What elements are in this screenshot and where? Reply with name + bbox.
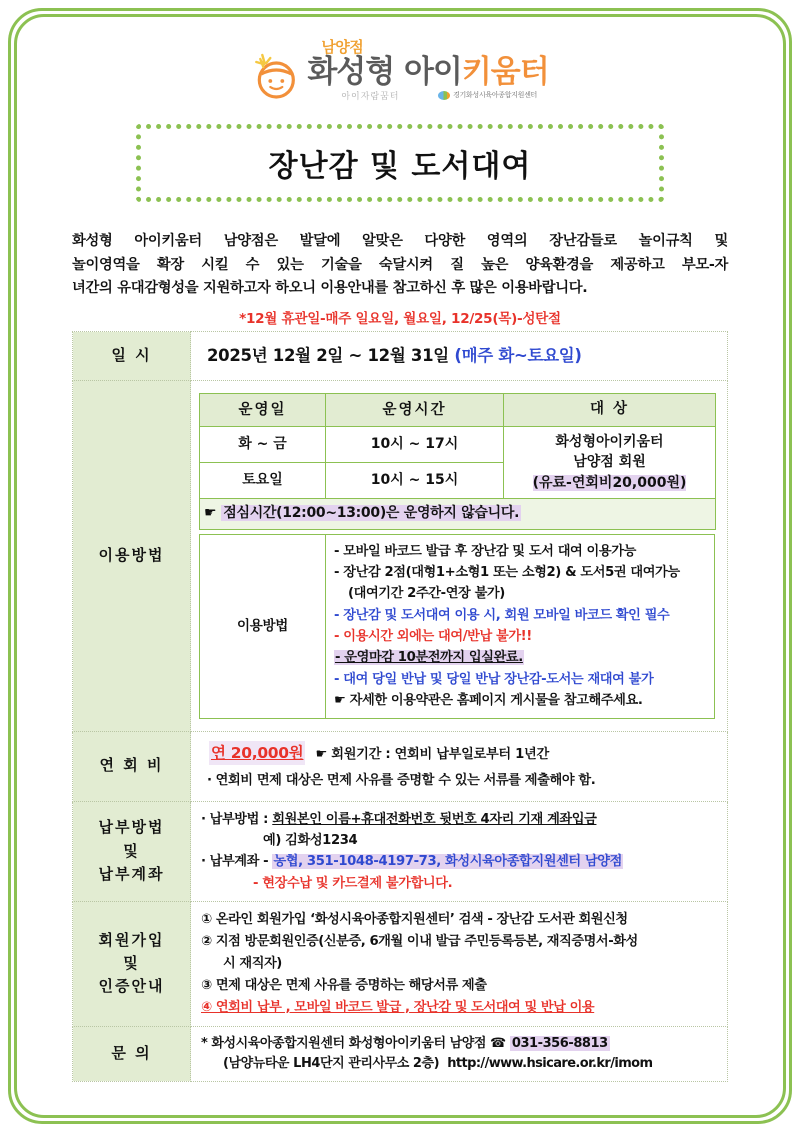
- fee-amount-line: [201, 739, 719, 769]
- title-banner: [136, 124, 664, 202]
- center-badge: [438, 90, 537, 100]
- usage-item-8-text: 자세한 이용약관은 홈페이지 게시물을 참고해주세요.: [349, 693, 643, 709]
- join-item-5: ④ 연회비 납부 , 모바일 바코드 발급 , 장난감 및 도서대여 및 반납 이용: [201, 999, 595, 1015]
- row-value-payment: [191, 801, 728, 902]
- usage-items-cell: [326, 534, 715, 718]
- usage-item-7: - 대여 당일 반납 및 당일 반납 장난감-도서는 재대여 불가: [334, 671, 654, 687]
- payment-label-line-2: 및: [123, 841, 140, 860]
- payment-method-line: [201, 809, 719, 830]
- logo-subtitle: 아이자람꿈터: [341, 92, 400, 102]
- payment-account-line: [201, 851, 719, 872]
- inquiry-line-2: [201, 1054, 719, 1074]
- bullet-icon-1: ·: [207, 773, 212, 789]
- table-row-date: [73, 332, 728, 381]
- usage-item-4: - 장난감 및 도서대여 이용 시, 회원 모바일 바코드 확인 필수: [334, 607, 670, 623]
- row-label-inquiry: 문 의: [73, 1026, 191, 1081]
- pointing-hand-icon-2: ☛: [334, 693, 346, 709]
- usage-inner-label: 이용방법: [200, 534, 326, 718]
- smiling-child-face-icon: [251, 50, 301, 100]
- payment-account-value: 농협, 351-1048-4197-73, 화성시육아종합지원센터 남양점: [273, 854, 622, 870]
- pointing-hand-icon-3: ☛: [315, 746, 327, 762]
- lunch-note-text: 점심시간(12:00~13:00)은 운영하지 않습니다.: [223, 504, 520, 521]
- row-value-join: [191, 902, 728, 1027]
- usage-item-1: - 모바일 바코드 발급 후 장난감 및 도서 대여 이용가능: [334, 543, 636, 559]
- usage-item-3: (대여기간 2주간-연장 불가): [348, 586, 505, 602]
- schedule-time-saturday: 10시 ~ 15시: [326, 462, 504, 498]
- usage-item-5: - 이용시간 외에는 대여/반납 불가!!: [334, 629, 532, 645]
- usage-item-2: - 장난감 2점(대형1+소형1 또는 소형2) & 도서5권 대여가능: [334, 564, 680, 580]
- row-value-date: [191, 332, 728, 381]
- fee-exemption-note: [201, 769, 719, 793]
- schedule-header-target: 대 상: [504, 393, 716, 426]
- schedule-header-day: 운영일: [200, 393, 326, 426]
- logo-main-orange: 키움터: [461, 54, 549, 90]
- join-label-line-2: 및: [123, 954, 140, 973]
- target-line-2: 남양점 회원: [573, 454, 646, 471]
- join-item-4: ③ 면제 대상은 면제 사유를 증명하는 해당서류 제출: [201, 977, 487, 993]
- pointing-hand-icon: ☛: [204, 504, 217, 521]
- usage-detail-table: [199, 534, 715, 719]
- lunch-note-cell: [200, 498, 716, 529]
- telephone-icon: ☎: [490, 1035, 506, 1051]
- page-title: 장난감 및 도서대여: [268, 149, 532, 184]
- schedule-day-weekday: 화 ~ 금: [200, 427, 326, 463]
- row-label-payment: [73, 801, 191, 902]
- payment-no-card-note: - 현장수납 및 카드결제 불가합니다.: [253, 875, 453, 891]
- payment-method-detail: 회원본인 이름+휴대전화번호 뒷번호 4자리 기재 계좌입금: [272, 811, 597, 827]
- intro-line-3: 녀간의 유대감형성을 지원하고자 하오니 이용안내를 참고하신 후 많은 이용바랍니다.: [72, 280, 588, 297]
- bullet-icon-3: ·: [201, 854, 206, 870]
- payment-example: 예) 김화성1234: [263, 832, 358, 848]
- fee-amount: 연 20,000원: [209, 741, 305, 765]
- intro-paragraph: [72, 230, 728, 327]
- schedule-row-weekday: [200, 427, 716, 463]
- row-label-date: 일 시: [73, 332, 191, 381]
- row-label-join: [73, 902, 191, 1027]
- schedule-header-time: 운영시간: [326, 393, 504, 426]
- row-value-fee: [191, 731, 728, 801]
- date-weekdays-text: (매주 화~토요일): [454, 346, 582, 365]
- usage-item-6: [334, 647, 708, 668]
- inquiry-url[interactable]: http://www.hsicare.or.kr/imom: [447, 1055, 653, 1071]
- table-row-payment: [73, 801, 728, 902]
- table-row-fee: [73, 731, 728, 801]
- schedule-target-cell: [504, 427, 716, 499]
- payment-label-line-3: 납부계좌: [98, 864, 165, 883]
- join-item-2: ② 지점 방문회원인증(신분증, 6개월 이내 발급 주민등록등본, 재직증명서-화성: [201, 933, 638, 949]
- row-label-fee: 연 회 비: [73, 731, 191, 801]
- intro-line-2: 놀이영역을 확장 시킬 수 있는 기술을 숙달시켜 질 높은 양육환경을 제공하고 부모-자: [72, 256, 728, 273]
- row-label-usage: 이용방법: [73, 380, 191, 731]
- fee-period-text: 회원기간 : 연회비 납부일로부터 1년간: [331, 746, 549, 762]
- date-range-text: 2025년 12월 2일 ~ 12월 31일: [207, 346, 455, 365]
- bullet-icon-2: ·: [201, 811, 206, 827]
- logo-main-gray: 화성형 아이: [307, 54, 462, 90]
- schedule-day-saturday: 토요일: [200, 462, 326, 498]
- fee-exemption-text: 연회비 면제 대상은 면제 사유를 증명할 수 있는 서류를 제출해야 함.: [215, 773, 596, 789]
- date-range-line: [201, 339, 719, 373]
- target-fee-highlight: (유료-연회비20,000원): [532, 474, 687, 491]
- center-badge-label: 경기화성시육아종합지원센터: [453, 91, 538, 99]
- payment-method-prefix: 납부방법 :: [209, 811, 273, 827]
- join-label-line-3: 인증안내: [98, 977, 165, 996]
- join-item-1: ① 온라인 회원가입 ‘화성시육아종합지원센터’ 검색 - 장난감 도서관 회원신청: [201, 912, 628, 928]
- lunch-note: [204, 505, 521, 521]
- target-fee-note: [506, 473, 713, 493]
- info-table: [72, 331, 728, 1082]
- logo-header: [0, 40, 800, 110]
- intro-line-1: 화성형 아이키움터 남양점은 발달에 알맞은 다양한 영역의 장난감들로 놀이규칙 및: [72, 233, 728, 249]
- closed-days-note: *12월 휴관일-매주 일요일, 월요일, 12/25(목)-성탄절: [239, 311, 561, 327]
- row-value-inquiry: [191, 1026, 728, 1081]
- usage-item-6-text: - 운영마감 10분전까지 입실완료.: [335, 650, 523, 666]
- table-row-inquiry: [73, 1026, 728, 1081]
- target-line-1: 화성형아이키움터: [555, 434, 664, 451]
- inquiry-phone: 031-356-8813: [511, 1035, 608, 1051]
- fee-period-note: [315, 745, 548, 765]
- center-logo-icon: [438, 91, 450, 100]
- schedule-time-weekday: 10시 ~ 17시: [326, 427, 504, 463]
- logo-main-title: [307, 54, 549, 90]
- schedule-header-row: [200, 393, 716, 426]
- inquiry-address: (남양뉴타운 LH4단지 관리사무소 2층): [223, 1055, 440, 1071]
- usage-item-8: [334, 690, 708, 711]
- schedule-table: [199, 393, 716, 530]
- table-row-join: [73, 902, 728, 1027]
- usage-detail-row: [200, 534, 715, 718]
- inquiry-center-name: * 화성시육아종합지원센터 화성형아이키움터 남양점: [201, 1035, 491, 1051]
- logo-branch-label: 남양점: [321, 38, 364, 56]
- row-value-usage: [191, 380, 728, 731]
- table-row-usage: [73, 380, 728, 731]
- schedule-row-lunch: [200, 498, 716, 529]
- join-label-line-1: 회원가입: [98, 930, 165, 949]
- join-item-3: 시 재직자): [223, 955, 282, 971]
- inquiry-line-1: [201, 1034, 719, 1054]
- payment-account-prefix: 납부계좌 -: [209, 854, 273, 870]
- payment-label-line-1: 납부방법: [98, 818, 165, 837]
